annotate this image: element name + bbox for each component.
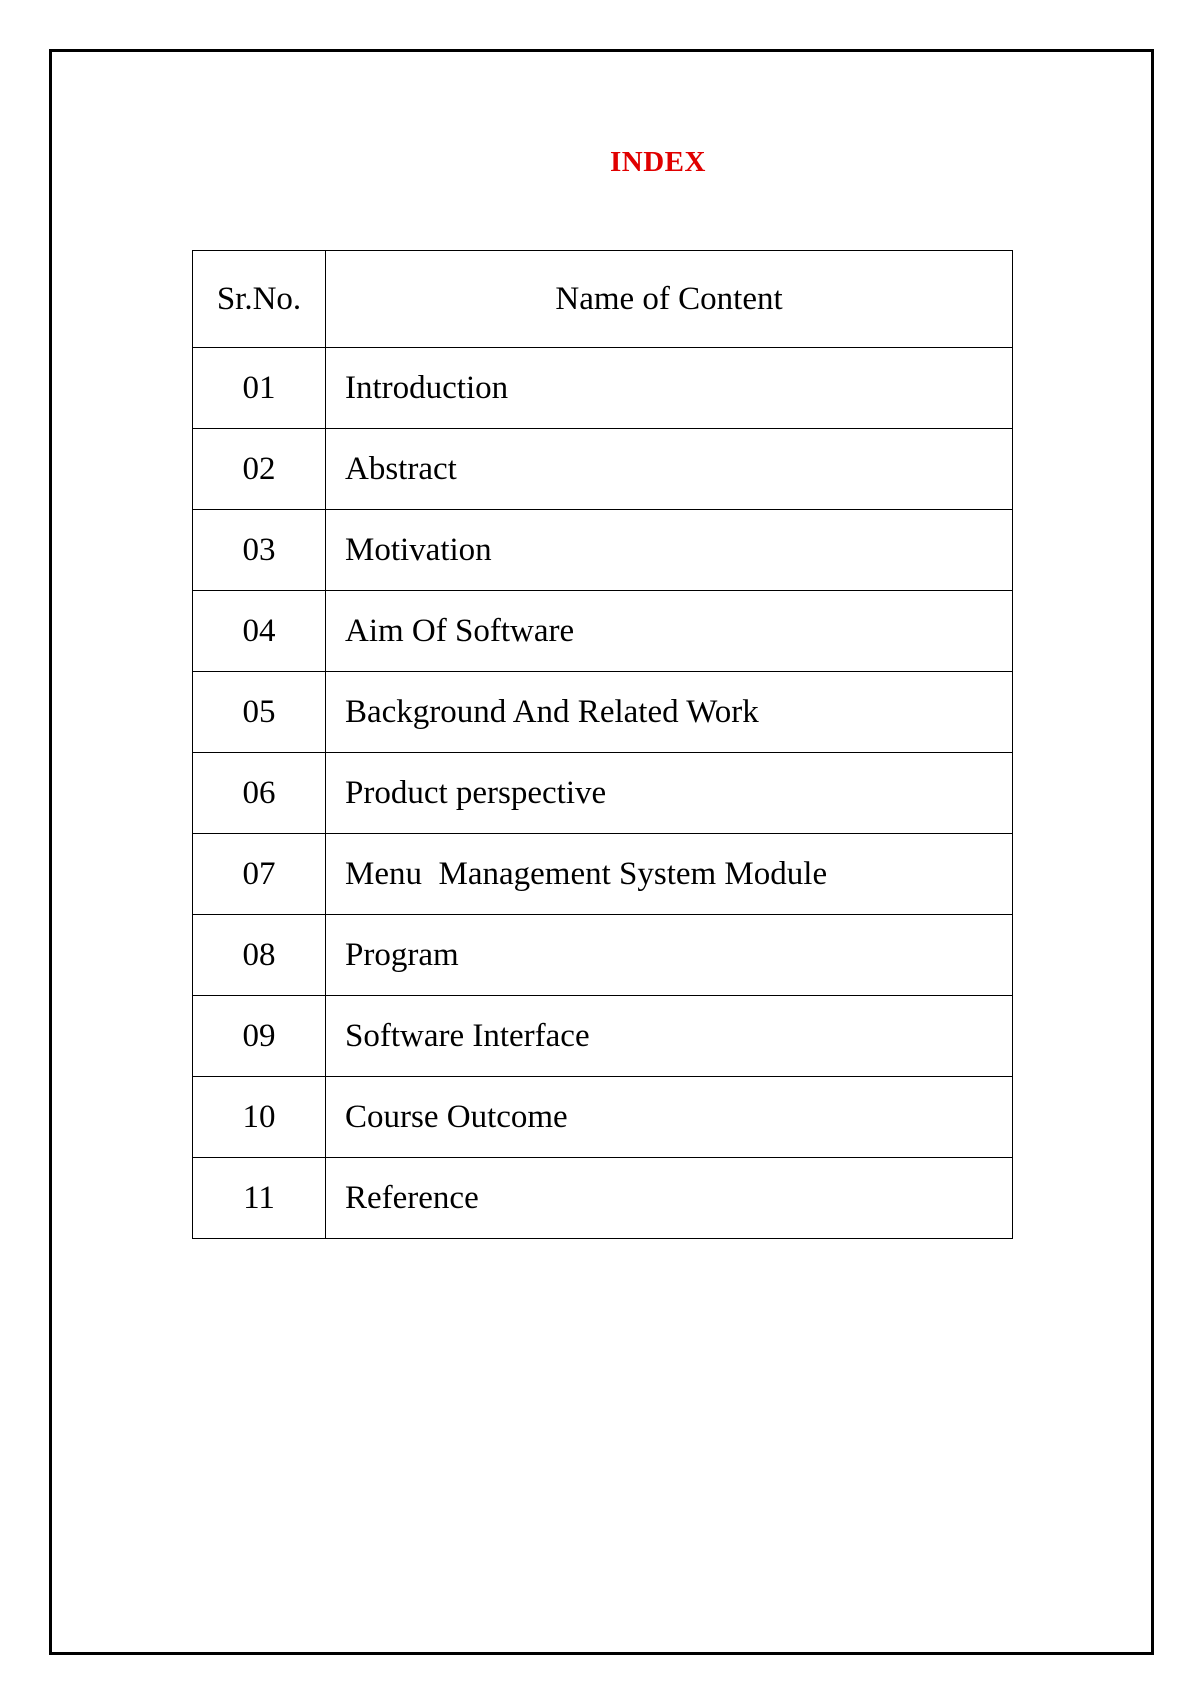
row-content-name: Program [326, 915, 1013, 996]
table-row [193, 753, 1013, 834]
row-number: 10 [193, 1077, 326, 1158]
row-content-name: Introduction [326, 348, 1013, 429]
row-number: 07 [193, 834, 326, 915]
row-number: 03 [193, 510, 326, 591]
row-content-name: Course Outcome [326, 1077, 1013, 1158]
row-number: 08 [193, 915, 326, 996]
row-content-name: Motivation [326, 510, 1013, 591]
row-number: 09 [193, 996, 326, 1077]
row-number: 11 [193, 1158, 326, 1239]
row-number: 05 [193, 672, 326, 753]
table-header-row [193, 251, 1013, 348]
row-content-name: Background And Related Work [326, 672, 1013, 753]
row-number: 01 [193, 348, 326, 429]
table-row [193, 1077, 1013, 1158]
table-row [193, 672, 1013, 753]
page-title: INDEX [610, 146, 706, 178]
row-content-name: Aim Of Software [326, 591, 1013, 672]
row-content-name: Menu Management System Module [326, 834, 1013, 915]
table-row [193, 996, 1013, 1077]
table-row [193, 510, 1013, 591]
table-row [193, 1158, 1013, 1239]
header-sr-no: Sr.No. [193, 251, 326, 348]
index-table [192, 250, 1013, 1239]
header-name-of-content: Name of Content [326, 251, 1013, 348]
table-row [193, 834, 1013, 915]
table-row [193, 348, 1013, 429]
row-content-name: Software Interface [326, 996, 1013, 1077]
table-row [193, 429, 1013, 510]
table-row [193, 591, 1013, 672]
row-number: 02 [193, 429, 326, 510]
table-row [193, 915, 1013, 996]
row-content-name: Abstract [326, 429, 1013, 510]
row-number: 04 [193, 591, 326, 672]
row-content-name: Product perspective [326, 753, 1013, 834]
row-content-name: Reference [326, 1158, 1013, 1239]
row-number: 06 [193, 753, 326, 834]
